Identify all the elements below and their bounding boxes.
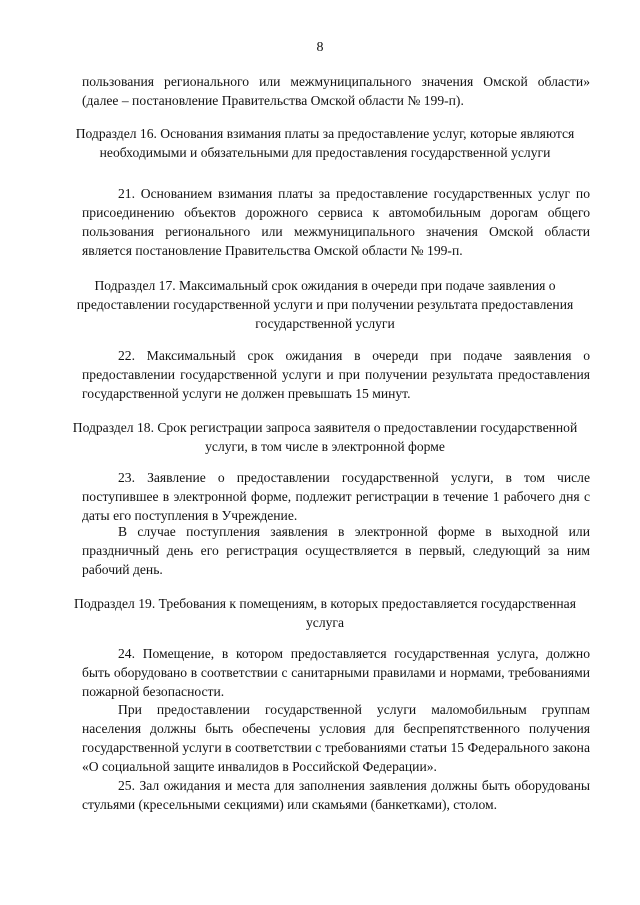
subsection-19-heading: Подраздел 19. Требования к помещениям, в которых предоставляется государственная услуга [74,596,576,630]
paragraph-25: 25. Зал ожидания и места для заполнения заявления должны быть оборудованы стульями (кресельными секциями) или скамьями (банкетками), столом. [82,778,590,812]
paragraph-24: 24. Помещение, в котором предоставляется государственная услуга, должно быть оборудовано в соответствии с санитарными правилами и нормами, требованиями пожарной безопасности. [82,646,590,699]
subsection-16-heading: Подраздел 16. Основания взимания платы за предоставление услуг, которые являются необходимыми и обязательными для предоставления государственной услуги [75,126,575,160]
paragraph-24-continued: При предоставлении государственной услуги маломобильным группам населения должны быть обеспечены условия для беспрепятственного получения государственной услуги в соответствии с требованиями статьи 15 Федерального закона «О социальной защите инвалидов в Российской Федерации». [82,702,590,774]
subsection-17-heading: Подраздел 17. Максимальный срок ожидания в очереди при подаче заявления о предоставлении государственной услуги и при получении результата предоставления государственной услуги [76,278,574,331]
page-number: 8 [316,40,324,55]
paragraph-22: 22. Максимальный срок ожидания в очереди при подаче заявления о предоставлении государственной услуги и при получении результата предоставления государственной услуги не должен превышать 15 минут. [82,348,590,401]
subsection-18-heading: Подраздел 18. Срок регистрации запроса заявителя о предоставлении государственной услуги, в том числе в электронной форме [72,420,578,454]
paragraph-continuation: пользования регионального или межмуниципального значения Омской области» (далее – постановление Правительства Омской области № 199-п). [82,74,590,108]
paragraph-23: 23. Заявление о предоставлении государственной услуги, в том числе поступившее в электронной форме, подлежит регистрации в течение 1 рабочего дня с даты его поступления в Учреждение. [82,470,590,523]
paragraph-21: 21. Основанием взимания платы за предоставление государственных услуг по присоединению объектов дорожного сервиса к автомобильным дорогам общего пользования регионального или межмуниципального значения Омской области является постановление Правительства Омской области № 199-п. [82,186,590,258]
paragraph-23-continued: В случае поступления заявления в электронной форме в выходной или праздничный день его регистрация осуществляется в первый, следующий за ним рабочий день. [82,524,590,577]
